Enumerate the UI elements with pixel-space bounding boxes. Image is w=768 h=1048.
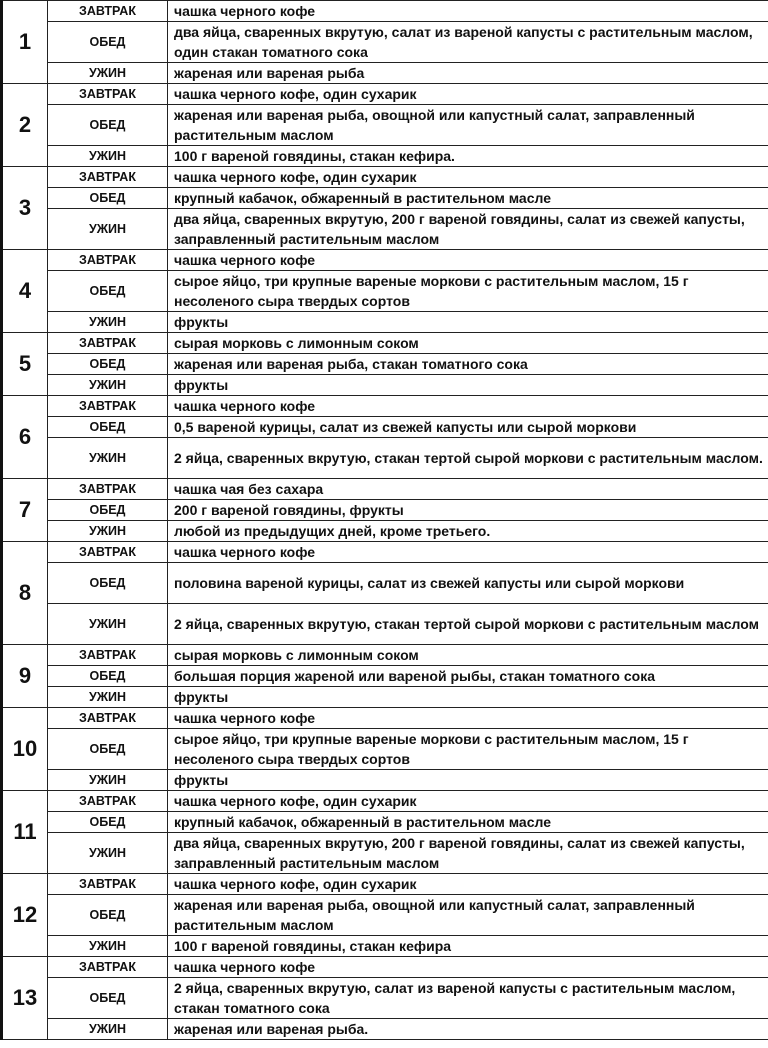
table-row xyxy=(2,167,768,188)
meal-label-dinner: УЖИН xyxy=(48,687,168,708)
day-number: 11 xyxy=(2,791,48,874)
day-number: 10 xyxy=(2,708,48,791)
day-number: 1 xyxy=(2,1,48,84)
meal-text: два яйца, сваренных вкрутую, 200 г вареной говядины, салат из свежей капусты, заправленный растительным маслом xyxy=(168,209,768,250)
table-row xyxy=(2,895,768,936)
meal-text: фрукты xyxy=(168,770,768,791)
table-row xyxy=(2,396,768,417)
day-number: 12 xyxy=(2,874,48,957)
table-row xyxy=(2,1019,768,1040)
day-number: 8 xyxy=(2,542,48,645)
meal-text: чашка черного кофе, один сухарик xyxy=(168,167,768,188)
meal-text: 2 яйца, сваренных вкрутую, стакан тертой сырой моркови с растительным маслом xyxy=(168,604,768,645)
meal-label-breakfast: ЗАВТРАК xyxy=(48,84,168,105)
meal-label-lunch: ОБЕД xyxy=(48,978,168,1019)
table-row xyxy=(2,209,768,250)
table-row xyxy=(2,666,768,687)
meal-label-lunch: ОБЕД xyxy=(48,500,168,521)
meal-text: фрукты xyxy=(168,375,768,396)
meal-text: чашка черного кофе, один сухарик xyxy=(168,791,768,812)
day-number: 9 xyxy=(2,645,48,708)
table-row xyxy=(2,250,768,271)
meal-label-dinner: УЖИН xyxy=(48,312,168,333)
table-row xyxy=(2,63,768,84)
meal-label-dinner: УЖИН xyxy=(48,1019,168,1040)
table-row xyxy=(2,874,768,895)
meal-label-breakfast: ЗАВТРАК xyxy=(48,1,168,22)
meal-label-dinner: УЖИН xyxy=(48,521,168,542)
meal-text: чашка черного кофе, один сухарик xyxy=(168,84,768,105)
meal-label-lunch: ОБЕД xyxy=(48,105,168,146)
table-row xyxy=(2,833,768,874)
meal-label-dinner: УЖИН xyxy=(48,375,168,396)
meal-text: 0,5 вареной курицы, салат из свежей капусты или сырой моркови xyxy=(168,417,768,438)
meal-text: жареная или вареная рыба, стакан томатного сока xyxy=(168,354,768,375)
table-row xyxy=(2,84,768,105)
meal-label-dinner: УЖИН xyxy=(48,936,168,957)
meal-text: сырая морковь с лимонным соком xyxy=(168,333,768,354)
table-row xyxy=(2,146,768,167)
meal-label-breakfast: ЗАВТРАК xyxy=(48,542,168,563)
table-row xyxy=(2,604,768,645)
table-row xyxy=(2,271,768,312)
meal-label-lunch: ОБЕД xyxy=(48,188,168,209)
meal-text: сырое яйцо, три крупные вареные моркови с растительным маслом, 15 г несоленого сыра твердых сортов xyxy=(168,271,768,312)
meal-label-breakfast: ЗАВТРАК xyxy=(48,957,168,978)
meal-text: чашка черного кофе xyxy=(168,542,768,563)
meal-text: 100 г вареной говядины, стакан кефира. xyxy=(168,146,768,167)
meal-text: крупный кабачок, обжаренный в растительном масле xyxy=(168,812,768,833)
table-row xyxy=(2,354,768,375)
table-row xyxy=(2,563,768,604)
table-row xyxy=(2,645,768,666)
table-row xyxy=(2,438,768,479)
table-row xyxy=(2,957,768,978)
day-number: 2 xyxy=(2,84,48,167)
table-row xyxy=(2,542,768,563)
table-row xyxy=(2,708,768,729)
meal-text: большая порция жареной или вареной рыбы, стакан томатного сока xyxy=(168,666,768,687)
table-row xyxy=(2,791,768,812)
table-row xyxy=(2,500,768,521)
meal-text: 2 яйца, сваренных вкрутую, салат из вареной капусты с растительным маслом, стакан томатного сока xyxy=(168,978,768,1019)
meal-label-dinner: УЖИН xyxy=(48,146,168,167)
meal-text: 2 яйца, сваренных вкрутую, стакан тертой сырой моркови с растительным маслом. xyxy=(168,438,768,479)
meal-label-breakfast: ЗАВТРАК xyxy=(48,479,168,500)
meal-text: жареная или вареная рыба. xyxy=(168,1019,768,1040)
table-row xyxy=(2,479,768,500)
day-number: 4 xyxy=(2,250,48,333)
meal-text: чашка черного кофе xyxy=(168,396,768,417)
meal-label-dinner: УЖИН xyxy=(48,604,168,645)
table-row xyxy=(2,375,768,396)
meal-label-lunch: ОБЕД xyxy=(48,729,168,770)
meal-text: фрукты xyxy=(168,312,768,333)
meal-text: чашка черного кофе xyxy=(168,1,768,22)
meal-text: чашка черного кофе, один сухарик xyxy=(168,874,768,895)
meal-label-breakfast: ЗАВТРАК xyxy=(48,708,168,729)
meal-text: любой из предыдущих дней, кроме третьего. xyxy=(168,521,768,542)
table-row xyxy=(2,812,768,833)
table-row xyxy=(2,22,768,63)
meal-label-breakfast: ЗАВТРАК xyxy=(48,396,168,417)
meal-label-lunch: ОБЕД xyxy=(48,812,168,833)
meal-label-breakfast: ЗАВТРАК xyxy=(48,167,168,188)
meal-label-breakfast: ЗАВТРАК xyxy=(48,791,168,812)
meal-text: фрукты xyxy=(168,687,768,708)
table-row xyxy=(2,1,768,22)
table-row xyxy=(2,333,768,354)
meal-label-lunch: ОБЕД xyxy=(48,354,168,375)
meal-text: половина вареной курицы, салат из свежей капусты или сырой моркови xyxy=(168,563,768,604)
table-row xyxy=(2,312,768,333)
meal-label-lunch: ОБЕД xyxy=(48,271,168,312)
meal-label-dinner: УЖИН xyxy=(48,209,168,250)
meal-label-breakfast: ЗАВТРАК xyxy=(48,333,168,354)
meal-text: жареная или вареная рыба xyxy=(168,63,768,84)
meal-label-dinner: УЖИН xyxy=(48,833,168,874)
meal-text: жареная или вареная рыба, овощной или капустный салат, заправленный растительным маслом xyxy=(168,105,768,146)
meal-label-breakfast: ЗАВТРАК xyxy=(48,250,168,271)
meal-label-dinner: УЖИН xyxy=(48,770,168,791)
meal-text: чашка чая без сахара xyxy=(168,479,768,500)
meal-label-lunch: ОБЕД xyxy=(48,417,168,438)
meal-text: крупный кабачок, обжаренный в растительном масле xyxy=(168,188,768,209)
meal-text: чашка черного кофе xyxy=(168,957,768,978)
table-row xyxy=(2,188,768,209)
day-number: 6 xyxy=(2,396,48,479)
table-row xyxy=(2,770,768,791)
meal-text: чашка черного кофе xyxy=(168,708,768,729)
meal-label-lunch: ОБЕД xyxy=(48,895,168,936)
day-number: 7 xyxy=(2,479,48,542)
table-row xyxy=(2,521,768,542)
meal-text: сырая морковь с лимонным соком xyxy=(168,645,768,666)
meal-text: два яйца, сваренных вкрутую, 200 г вареной говядины, салат из свежей капусты, заправленный растительным маслом xyxy=(168,833,768,874)
table-row xyxy=(2,729,768,770)
day-number: 5 xyxy=(2,333,48,396)
meal-label-breakfast: ЗАВТРАК xyxy=(48,645,168,666)
meal-text: два яйца, сваренных вкрутую, салат из вареной капусты с растительным маслом, один стакан томатного сока xyxy=(168,22,768,63)
meal-label-lunch: ОБЕД xyxy=(48,563,168,604)
meal-label-dinner: УЖИН xyxy=(48,63,168,84)
table-row xyxy=(2,105,768,146)
meal-text: жареная или вареная рыба, овощной или капустный салат, заправленный растительным маслом xyxy=(168,895,768,936)
table-row xyxy=(2,687,768,708)
meal-text: чашка черного кофе xyxy=(168,250,768,271)
meal-text: 200 г вареной говядины, фрукты xyxy=(168,500,768,521)
day-number: 13 xyxy=(2,957,48,1040)
table-row xyxy=(2,417,768,438)
meal-text: 100 г вареной говядины, стакан кефира xyxy=(168,936,768,957)
table-row xyxy=(2,978,768,1019)
meal-label-breakfast: ЗАВТРАК xyxy=(48,874,168,895)
meal-label-lunch: ОБЕД xyxy=(48,666,168,687)
day-number: 3 xyxy=(2,167,48,250)
meal-label-dinner: УЖИН xyxy=(48,438,168,479)
meal-label-lunch: ОБЕД xyxy=(48,22,168,63)
meal-text: сырое яйцо, три крупные вареные моркови с растительным маслом, 15 г несоленого сыра твердых сортов xyxy=(168,729,768,770)
table-row xyxy=(2,936,768,957)
